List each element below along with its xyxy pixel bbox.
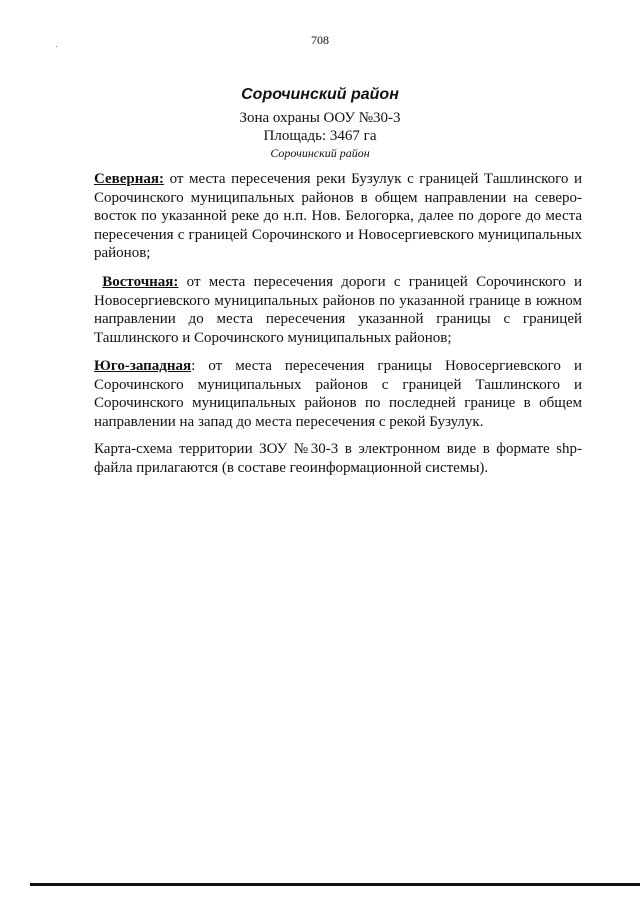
section-southwest-text: : от места пересечения границы Новосергиевского и Сорочинского муниципальных районов с границей Ташлинского и Сорочинского муниципальных районов по последней границе в общем направлении на запад до места пересечения с рекой Бузулук. (94, 358, 582, 430)
section-southwest (94, 357, 582, 431)
section-east (94, 273, 582, 347)
section-southwest-label: Юго-западная (94, 358, 192, 374)
zone-area: Площадь: 3467 га (263, 128, 377, 144)
district-title: Сорочинский район (241, 86, 399, 103)
page-number: 708 (311, 33, 329, 47)
section-north-label: Северная: (94, 171, 165, 187)
section-north-text: от места пересечения реки Бузулук с границей Ташлинского и Сорочинского муниципальных районов в общем направлении на северо-восток по указанной реке до н.п. Нов. Белогорка, далее по дороге до места пересечения с границей Сорочинского и Новосергиевского муниципальных районов; (94, 171, 582, 261)
zone-district: Сорочинский район (270, 146, 370, 160)
section-east-label: Восточная: (102, 274, 179, 290)
section-east-text: от места пересечения дороги с границей Сорочинского и Новосергиевского муниципальных районов по указанной границе в южном направлении до места пересечения указанной границы с границей Ташлинского и Сорочинского муниципальных районов; (94, 274, 583, 346)
zone-name: Зона охраны ООУ №30-3 (239, 110, 401, 126)
section-north (94, 170, 582, 263)
scan-artifact-dot (56, 46, 57, 47)
footer-rule (30, 883, 640, 886)
section-map-note: Карта-схема территории ЗОУ №30-3 в электронном виде в формате shp-файла прилагаются (в составе геоинформационной системы). (94, 441, 582, 476)
